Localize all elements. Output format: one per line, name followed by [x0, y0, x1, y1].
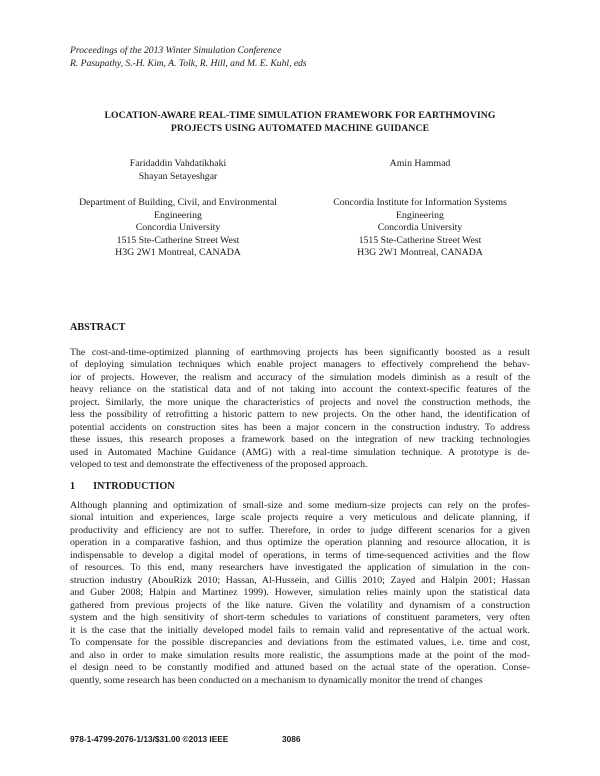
affiliation-line: Engineering — [396, 209, 444, 221]
abstract-line: less the possibility of retrofitting a historic pattern to new projects. On the other hand, the identification of — [70, 409, 530, 421]
affiliation-line: H3G 2W1 Montreal, CANADA — [115, 247, 241, 259]
abstract-line: these issues, this research proposes a framework based on the integration of new tracking technologies — [70, 434, 530, 446]
paper-title — [70, 109, 530, 135]
title-line-2: PROJECTS USING AUTOMATED MACHINE GUIDANCE — [170, 123, 430, 134]
affiliation-line: Engineering — [154, 209, 202, 221]
section-title: INTRODUCTION — [93, 481, 175, 492]
section-number: 1 — [70, 481, 76, 492]
author-name: Shayan Setayeshgar — [138, 170, 218, 182]
intro-line: indispensable to develop a digital model of operations, in terms of time-sequenced activities and the flow — [70, 549, 530, 561]
header-line-2: R. Pasupathy, S.-H. Kim, A. Tolk, R. Hill, and M. E. Kuhl, eds — [70, 58, 307, 69]
intro-line: system and the high sensitivity of short-term schedules to variations of constituent parameters, very often — [70, 612, 530, 624]
intro-line: operation in a comparative fashion, and thus optimize the operation planning and resource allocation, it is — [70, 537, 530, 549]
author-name: Amin Hammad — [389, 158, 451, 169]
abstract-line: ior of projects. However, the realism and accuracy of the simulation models diminish as a result of the — [70, 371, 530, 383]
title-line-1: LOCATION-AWARE REAL-TIME SIMULATION FRAMEWORK FOR EARTHMOVING — [104, 110, 496, 121]
affiliation-line: H3G 2W1 Montreal, CANADA — [357, 247, 483, 259]
abstract-body — [70, 347, 530, 472]
affiliation-line: Concordia University — [377, 222, 463, 234]
intro-line: Although planning and optimization of small-size and some medium-size projects can rely on the profes- — [70, 500, 530, 511]
abstract-line: potential accidents on construction sites has been a major concern in the construction industry. To address — [70, 421, 530, 433]
abstract-heading: ABSTRACT — [70, 322, 126, 333]
abstract-line: heavy reliance on the statistical data and of not taking into account the context-specific features of the — [70, 384, 530, 396]
affiliation-line: Department of Building, Civil, and Environmental — [79, 197, 277, 208]
left-author-names — [62, 158, 294, 183]
intro-line: To compensate for the possible discrepancies and deviations from the estimated values, i.e. time and cost, — [70, 637, 530, 649]
intro-line: productivity and efficiency are not to suffer. Therefore, in order to judge different scenarios for a given — [70, 524, 530, 536]
left-affiliation — [62, 197, 294, 260]
affiliation-line: Concordia University — [135, 222, 221, 234]
right-affiliation — [304, 197, 536, 260]
intro-line: struction industry (AbouRizk 2010; Hassan, Al-Hussein, and Gillis 2010; Zayed and Halpin 2001; Hassan — [70, 574, 530, 586]
abstract-line: veloped to test and demonstrate the effectiveness of the proposed approach. — [70, 459, 368, 471]
intro-line: gathered from previous projects of the like nature. Given the volatility and dynamism of a construction — [70, 599, 530, 611]
introduction-body — [70, 500, 530, 687]
abstract-line: The cost-and-time-optimized planning of earthmoving projects has been significantly boosted as a result — [70, 347, 530, 358]
abstract-line: used in Automated Machine Guidance (AMG) with a real-time simulation technique. A prototype is de- — [70, 446, 530, 458]
intro-line: el design need to be constantly modified and attuned based on the actual state of the operation. Conse- — [70, 662, 530, 674]
abstract-line: of deploying simulation techniques which enable project managers to effectively comprehend the behav- — [70, 359, 530, 371]
affiliation-line: Concordia Institute for Information Systems — [333, 197, 507, 208]
intro-line: quently, some research has been conducted on a mechanism to dynamically monitor the trend of changes — [70, 674, 483, 686]
intro-line: sional intuition and experiences, large scale projects require a very meticulous and delicate planning, if — [70, 512, 530, 524]
page-number: 3086 — [282, 734, 301, 744]
abstract-line: project. Similarly, the more unique the characteristics of projects and novel the construction methods, the — [70, 396, 530, 408]
intro-line: it is the case that the initially developed model fails to remain valid and representative of the actual work. — [70, 624, 530, 636]
intro-line: and Guber 2008; Halpin and Martinez 1999). However, simulation relies mainly upon the statistical data — [70, 587, 530, 599]
header-line-1: Proceedings of the 2013 Winter Simulation Conference — [70, 45, 282, 56]
proceedings-header — [70, 44, 307, 70]
introduction-heading — [70, 481, 175, 492]
intro-line: of resources. To this end, many researchers have investigated the application of simulation in the con- — [70, 562, 530, 574]
copyright-footer: 978-1-4799-2076-1/13/$31.00 ©2013 IEEE — [70, 734, 229, 744]
right-author-names — [304, 158, 536, 171]
intro-line: and also in order to make simulation results more realistic, the assumptions made at the point of the mod- — [70, 649, 530, 661]
author-name: Faridaddin Vahdatikhaki — [129, 158, 227, 169]
affiliation-line: 1515 Ste-Catherine Street West — [116, 234, 240, 246]
affiliation-line: 1515 Ste-Catherine Street West — [358, 234, 482, 246]
